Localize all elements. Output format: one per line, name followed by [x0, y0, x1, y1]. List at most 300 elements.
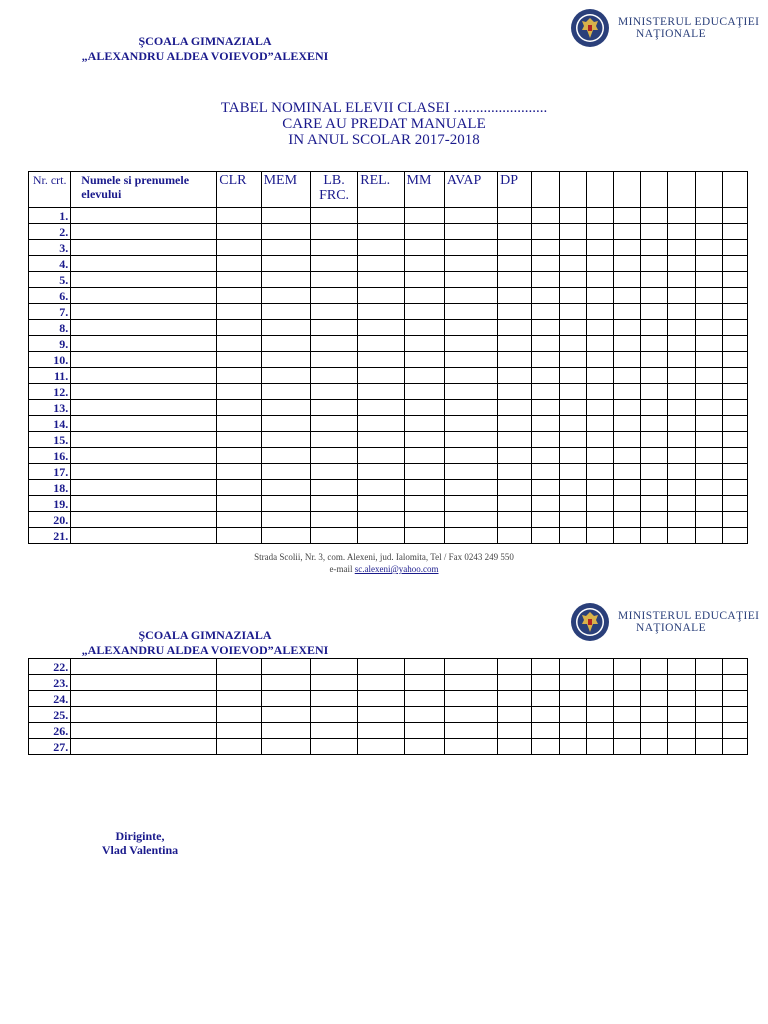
manual-check-cell[interactable]: [498, 496, 532, 512]
manual-check-cell[interactable]: [695, 336, 722, 352]
manual-check-cell[interactable]: [498, 400, 532, 416]
manual-check-cell[interactable]: [217, 416, 261, 432]
manual-check-cell[interactable]: [695, 480, 722, 496]
manual-check-cell[interactable]: [498, 512, 532, 528]
manual-check-cell[interactable]: [498, 352, 532, 368]
manual-check-cell[interactable]: [532, 448, 559, 464]
manual-check-cell[interactable]: [722, 448, 747, 464]
manual-check-cell[interactable]: [404, 659, 444, 675]
manual-check-cell[interactable]: [404, 240, 444, 256]
manual-check-cell[interactable]: [695, 723, 722, 739]
manual-check-cell[interactable]: [532, 739, 559, 755]
manual-check-cell[interactable]: [404, 224, 444, 240]
manual-check-cell[interactable]: [695, 464, 722, 480]
manual-check-cell[interactable]: [310, 464, 357, 480]
manual-check-cell[interactable]: [532, 691, 559, 707]
manual-check-cell[interactable]: [217, 707, 261, 723]
manual-check-cell[interactable]: [404, 272, 444, 288]
manual-check-cell[interactable]: [559, 224, 586, 240]
manual-check-cell[interactable]: [586, 400, 613, 416]
manual-check-cell[interactable]: [404, 288, 444, 304]
manual-check-cell[interactable]: [613, 675, 640, 691]
manual-check-cell[interactable]: [641, 739, 668, 755]
student-name-cell[interactable]: [71, 675, 217, 691]
manual-check-cell[interactable]: [310, 368, 357, 384]
manual-check-cell[interactable]: [559, 464, 586, 480]
manual-check-cell[interactable]: [498, 240, 532, 256]
manual-check-cell[interactable]: [586, 336, 613, 352]
manual-check-cell[interactable]: [668, 256, 695, 272]
manual-check-cell[interactable]: [613, 304, 640, 320]
manual-check-cell[interactable]: [404, 528, 444, 544]
manual-check-cell[interactable]: [217, 528, 261, 544]
manual-check-cell[interactable]: [358, 496, 404, 512]
manual-check-cell[interactable]: [217, 352, 261, 368]
manual-check-cell[interactable]: [668, 464, 695, 480]
manual-check-cell[interactable]: [532, 224, 559, 240]
manual-check-cell[interactable]: [559, 691, 586, 707]
manual-check-cell[interactable]: [695, 272, 722, 288]
manual-check-cell[interactable]: [722, 368, 747, 384]
manual-check-cell[interactable]: [532, 464, 559, 480]
manual-check-cell[interactable]: [559, 496, 586, 512]
manual-check-cell[interactable]: [695, 288, 722, 304]
manual-check-cell[interactable]: [310, 400, 357, 416]
manual-check-cell[interactable]: [532, 288, 559, 304]
manual-check-cell[interactable]: [641, 496, 668, 512]
manual-check-cell[interactable]: [586, 675, 613, 691]
manual-check-cell[interactable]: [586, 723, 613, 739]
manual-check-cell[interactable]: [261, 224, 310, 240]
manual-check-cell[interactable]: [404, 675, 444, 691]
manual-check-cell[interactable]: [586, 691, 613, 707]
manual-check-cell[interactable]: [532, 496, 559, 512]
manual-check-cell[interactable]: [559, 675, 586, 691]
manual-check-cell[interactable]: [498, 272, 532, 288]
manual-check-cell[interactable]: [532, 707, 559, 723]
manual-check-cell[interactable]: [641, 208, 668, 224]
manual-check-cell[interactable]: [404, 320, 444, 336]
manual-check-cell[interactable]: [613, 336, 640, 352]
manual-check-cell[interactable]: [586, 368, 613, 384]
manual-check-cell[interactable]: [532, 384, 559, 400]
manual-check-cell[interactable]: [404, 432, 444, 448]
manual-check-cell[interactable]: [668, 208, 695, 224]
manual-check-cell[interactable]: [444, 320, 497, 336]
manual-check-cell[interactable]: [532, 432, 559, 448]
manual-check-cell[interactable]: [722, 512, 747, 528]
manual-check-cell[interactable]: [613, 224, 640, 240]
manual-check-cell[interactable]: [217, 464, 261, 480]
manual-check-cell[interactable]: [641, 691, 668, 707]
manual-check-cell[interactable]: [668, 512, 695, 528]
manual-check-cell[interactable]: [404, 707, 444, 723]
manual-check-cell[interactable]: [722, 432, 747, 448]
manual-check-cell[interactable]: [444, 256, 497, 272]
manual-check-cell[interactable]: [498, 480, 532, 496]
manual-check-cell[interactable]: [498, 320, 532, 336]
manual-check-cell[interactable]: [444, 723, 497, 739]
manual-check-cell[interactable]: [358, 320, 404, 336]
manual-check-cell[interactable]: [261, 723, 310, 739]
manual-check-cell[interactable]: [217, 240, 261, 256]
manual-check-cell[interactable]: [498, 691, 532, 707]
manual-check-cell[interactable]: [261, 480, 310, 496]
manual-check-cell[interactable]: [559, 480, 586, 496]
manual-check-cell[interactable]: [586, 272, 613, 288]
manual-check-cell[interactable]: [586, 352, 613, 368]
manual-check-cell[interactable]: [532, 352, 559, 368]
manual-check-cell[interactable]: [217, 288, 261, 304]
manual-check-cell[interactable]: [586, 448, 613, 464]
manual-check-cell[interactable]: [613, 528, 640, 544]
student-name-cell[interactable]: [71, 448, 217, 464]
manual-check-cell[interactable]: [404, 496, 444, 512]
manual-check-cell[interactable]: [722, 288, 747, 304]
manual-check-cell[interactable]: [722, 528, 747, 544]
manual-check-cell[interactable]: [310, 739, 357, 755]
manual-check-cell[interactable]: [498, 256, 532, 272]
manual-check-cell[interactable]: [310, 496, 357, 512]
student-name-cell[interactable]: [71, 336, 217, 352]
manual-check-cell[interactable]: [613, 320, 640, 336]
manual-check-cell[interactable]: [586, 320, 613, 336]
manual-check-cell[interactable]: [613, 416, 640, 432]
manual-check-cell[interactable]: [695, 208, 722, 224]
manual-check-cell[interactable]: [641, 512, 668, 528]
student-name-cell[interactable]: [71, 464, 217, 480]
student-name-cell[interactable]: [71, 400, 217, 416]
student-name-cell[interactable]: [71, 208, 217, 224]
manual-check-cell[interactable]: [358, 240, 404, 256]
manual-check-cell[interactable]: [261, 496, 310, 512]
manual-check-cell[interactable]: [358, 400, 404, 416]
manual-check-cell[interactable]: [695, 240, 722, 256]
manual-check-cell[interactable]: [613, 368, 640, 384]
manual-check-cell[interactable]: [586, 464, 613, 480]
manual-check-cell[interactable]: [559, 288, 586, 304]
manual-check-cell[interactable]: [613, 707, 640, 723]
manual-check-cell[interactable]: [722, 496, 747, 512]
student-name-cell[interactable]: [71, 304, 217, 320]
manual-check-cell[interactable]: [559, 208, 586, 224]
manual-check-cell[interactable]: [613, 400, 640, 416]
manual-check-cell[interactable]: [668, 400, 695, 416]
manual-check-cell[interactable]: [261, 464, 310, 480]
manual-check-cell[interactable]: [358, 691, 404, 707]
manual-check-cell[interactable]: [586, 304, 613, 320]
manual-check-cell[interactable]: [404, 304, 444, 320]
manual-check-cell[interactable]: [722, 416, 747, 432]
manual-check-cell[interactable]: [532, 659, 559, 675]
manual-check-cell[interactable]: [261, 528, 310, 544]
manual-check-cell[interactable]: [217, 224, 261, 240]
manual-check-cell[interactable]: [358, 352, 404, 368]
manual-check-cell[interactable]: [217, 320, 261, 336]
manual-check-cell[interactable]: [404, 368, 444, 384]
manual-check-cell[interactable]: [586, 707, 613, 723]
manual-check-cell[interactable]: [358, 480, 404, 496]
manual-check-cell[interactable]: [444, 512, 497, 528]
manual-check-cell[interactable]: [498, 464, 532, 480]
manual-check-cell[interactable]: [532, 723, 559, 739]
manual-check-cell[interactable]: [444, 448, 497, 464]
manual-check-cell[interactable]: [261, 208, 310, 224]
manual-check-cell[interactable]: [695, 448, 722, 464]
manual-check-cell[interactable]: [217, 304, 261, 320]
manual-check-cell[interactable]: [404, 336, 444, 352]
manual-check-cell[interactable]: [532, 304, 559, 320]
student-name-cell[interactable]: [71, 496, 217, 512]
manual-check-cell[interactable]: [310, 288, 357, 304]
manual-check-cell[interactable]: [641, 304, 668, 320]
manual-check-cell[interactable]: [498, 416, 532, 432]
manual-check-cell[interactable]: [613, 480, 640, 496]
manual-check-cell[interactable]: [404, 464, 444, 480]
manual-check-cell[interactable]: [358, 432, 404, 448]
manual-check-cell[interactable]: [498, 675, 532, 691]
manual-check-cell[interactable]: [498, 304, 532, 320]
manual-check-cell[interactable]: [310, 272, 357, 288]
manual-check-cell[interactable]: [404, 723, 444, 739]
manual-check-cell[interactable]: [722, 256, 747, 272]
manual-check-cell[interactable]: [559, 659, 586, 675]
manual-check-cell[interactable]: [498, 208, 532, 224]
student-name-cell[interactable]: [71, 416, 217, 432]
manual-check-cell[interactable]: [668, 288, 695, 304]
manual-check-cell[interactable]: [404, 739, 444, 755]
manual-check-cell[interactable]: [722, 480, 747, 496]
manual-check-cell[interactable]: [217, 496, 261, 512]
manual-check-cell[interactable]: [668, 480, 695, 496]
manual-check-cell[interactable]: [498, 528, 532, 544]
manual-check-cell[interactable]: [668, 416, 695, 432]
manual-check-cell[interactable]: [641, 256, 668, 272]
manual-check-cell[interactable]: [261, 416, 310, 432]
manual-check-cell[interactable]: [695, 352, 722, 368]
manual-check-cell[interactable]: [217, 256, 261, 272]
student-name-cell[interactable]: [71, 352, 217, 368]
manual-check-cell[interactable]: [404, 512, 444, 528]
manual-check-cell[interactable]: [695, 496, 722, 512]
manual-check-cell[interactable]: [668, 691, 695, 707]
manual-check-cell[interactable]: [444, 496, 497, 512]
manual-check-cell[interactable]: [559, 320, 586, 336]
manual-check-cell[interactable]: [310, 256, 357, 272]
manual-check-cell[interactable]: [532, 320, 559, 336]
manual-check-cell[interactable]: [310, 512, 357, 528]
manual-check-cell[interactable]: [586, 496, 613, 512]
student-name-cell[interactable]: [71, 272, 217, 288]
manual-check-cell[interactable]: [695, 691, 722, 707]
manual-check-cell[interactable]: [586, 480, 613, 496]
manual-check-cell[interactable]: [444, 739, 497, 755]
manual-check-cell[interactable]: [668, 739, 695, 755]
manual-check-cell[interactable]: [559, 240, 586, 256]
student-name-cell[interactable]: [71, 256, 217, 272]
manual-check-cell[interactable]: [310, 723, 357, 739]
manual-check-cell[interactable]: [559, 400, 586, 416]
manual-check-cell[interactable]: [559, 256, 586, 272]
manual-check-cell[interactable]: [532, 480, 559, 496]
manual-check-cell[interactable]: [261, 432, 310, 448]
manual-check-cell[interactable]: [217, 723, 261, 739]
manual-check-cell[interactable]: [498, 384, 532, 400]
student-name-cell[interactable]: [71, 368, 217, 384]
manual-check-cell[interactable]: [498, 659, 532, 675]
manual-check-cell[interactable]: [217, 675, 261, 691]
manual-check-cell[interactable]: [613, 208, 640, 224]
manual-check-cell[interactable]: [668, 432, 695, 448]
manual-check-cell[interactable]: [613, 256, 640, 272]
manual-check-cell[interactable]: [444, 707, 497, 723]
manual-check-cell[interactable]: [310, 240, 357, 256]
manual-check-cell[interactable]: [722, 691, 747, 707]
manual-check-cell[interactable]: [722, 723, 747, 739]
manual-check-cell[interactable]: [261, 320, 310, 336]
manual-check-cell[interactable]: [498, 448, 532, 464]
manual-check-cell[interactable]: [498, 368, 532, 384]
manual-check-cell[interactable]: [613, 352, 640, 368]
manual-check-cell[interactable]: [444, 691, 497, 707]
manual-check-cell[interactable]: [641, 224, 668, 240]
manual-check-cell[interactable]: [695, 400, 722, 416]
manual-check-cell[interactable]: [722, 304, 747, 320]
manual-check-cell[interactable]: [695, 432, 722, 448]
manual-check-cell[interactable]: [559, 384, 586, 400]
student-name-cell[interactable]: [71, 224, 217, 240]
manual-check-cell[interactable]: [532, 512, 559, 528]
manual-check-cell[interactable]: [586, 528, 613, 544]
manual-check-cell[interactable]: [261, 400, 310, 416]
manual-check-cell[interactable]: [358, 272, 404, 288]
manual-check-cell[interactable]: [261, 739, 310, 755]
manual-check-cell[interactable]: [498, 288, 532, 304]
manual-check-cell[interactable]: [641, 400, 668, 416]
manual-check-cell[interactable]: [261, 240, 310, 256]
manual-check-cell[interactable]: [695, 675, 722, 691]
manual-check-cell[interactable]: [641, 464, 668, 480]
manual-check-cell[interactable]: [444, 272, 497, 288]
manual-check-cell[interactable]: [217, 739, 261, 755]
manual-check-cell[interactable]: [310, 707, 357, 723]
manual-check-cell[interactable]: [722, 707, 747, 723]
manual-check-cell[interactable]: [613, 691, 640, 707]
manual-check-cell[interactable]: [261, 707, 310, 723]
manual-check-cell[interactable]: [586, 224, 613, 240]
manual-check-cell[interactable]: [695, 368, 722, 384]
manual-check-cell[interactable]: [586, 512, 613, 528]
manual-check-cell[interactable]: [404, 400, 444, 416]
manual-check-cell[interactable]: [358, 416, 404, 432]
manual-check-cell[interactable]: [217, 448, 261, 464]
manual-check-cell[interactable]: [532, 416, 559, 432]
manual-check-cell[interactable]: [217, 336, 261, 352]
manual-check-cell[interactable]: [444, 416, 497, 432]
manual-check-cell[interactable]: [668, 320, 695, 336]
manual-check-cell[interactable]: [358, 256, 404, 272]
manual-check-cell[interactable]: [695, 659, 722, 675]
manual-check-cell[interactable]: [668, 496, 695, 512]
manual-check-cell[interactable]: [668, 528, 695, 544]
school-email-link[interactable]: sc.alexeni@yahoo.com: [354, 564, 439, 574]
manual-check-cell[interactable]: [613, 512, 640, 528]
manual-check-cell[interactable]: [722, 739, 747, 755]
manual-check-cell[interactable]: [404, 208, 444, 224]
manual-check-cell[interactable]: [261, 288, 310, 304]
manual-check-cell[interactable]: [261, 512, 310, 528]
manual-check-cell[interactable]: [668, 448, 695, 464]
manual-check-cell[interactable]: [668, 384, 695, 400]
manual-check-cell[interactable]: [586, 240, 613, 256]
manual-check-cell[interactable]: [358, 723, 404, 739]
manual-check-cell[interactable]: [559, 272, 586, 288]
manual-check-cell[interactable]: [695, 256, 722, 272]
manual-check-cell[interactable]: [586, 288, 613, 304]
manual-check-cell[interactable]: [668, 352, 695, 368]
manual-check-cell[interactable]: [217, 400, 261, 416]
manual-check-cell[interactable]: [261, 659, 310, 675]
manual-check-cell[interactable]: [695, 739, 722, 755]
manual-check-cell[interactable]: [358, 707, 404, 723]
manual-check-cell[interactable]: [444, 464, 497, 480]
manual-check-cell[interactable]: [586, 416, 613, 432]
manual-check-cell[interactable]: [695, 416, 722, 432]
manual-check-cell[interactable]: [532, 368, 559, 384]
manual-check-cell[interactable]: [404, 691, 444, 707]
student-name-cell[interactable]: [71, 512, 217, 528]
manual-check-cell[interactable]: [444, 208, 497, 224]
manual-check-cell[interactable]: [641, 240, 668, 256]
manual-check-cell[interactable]: [559, 368, 586, 384]
manual-check-cell[interactable]: [722, 384, 747, 400]
manual-check-cell[interactable]: [641, 432, 668, 448]
manual-check-cell[interactable]: [559, 352, 586, 368]
manual-check-cell[interactable]: [444, 384, 497, 400]
manual-check-cell[interactable]: [641, 320, 668, 336]
manual-check-cell[interactable]: [358, 464, 404, 480]
manual-check-cell[interactable]: [498, 224, 532, 240]
manual-check-cell[interactable]: [641, 723, 668, 739]
manual-check-cell[interactable]: [444, 224, 497, 240]
manual-check-cell[interactable]: [668, 336, 695, 352]
manual-check-cell[interactable]: [498, 723, 532, 739]
manual-check-cell[interactable]: [559, 416, 586, 432]
manual-check-cell[interactable]: [261, 691, 310, 707]
manual-check-cell[interactable]: [261, 352, 310, 368]
manual-check-cell[interactable]: [532, 528, 559, 544]
manual-check-cell[interactable]: [641, 675, 668, 691]
student-name-cell[interactable]: [71, 707, 217, 723]
manual-check-cell[interactable]: [641, 480, 668, 496]
manual-check-cell[interactable]: [358, 224, 404, 240]
student-name-cell[interactable]: [71, 240, 217, 256]
manual-check-cell[interactable]: [261, 336, 310, 352]
manual-check-cell[interactable]: [722, 320, 747, 336]
manual-check-cell[interactable]: [722, 336, 747, 352]
manual-check-cell[interactable]: [613, 739, 640, 755]
manual-check-cell[interactable]: [559, 448, 586, 464]
manual-check-cell[interactable]: [695, 384, 722, 400]
manual-check-cell[interactable]: [641, 659, 668, 675]
manual-check-cell[interactable]: [444, 240, 497, 256]
manual-check-cell[interactable]: [404, 352, 444, 368]
manual-check-cell[interactable]: [586, 256, 613, 272]
manual-check-cell[interactable]: [613, 496, 640, 512]
manual-check-cell[interactable]: [641, 368, 668, 384]
manual-check-cell[interactable]: [695, 512, 722, 528]
manual-check-cell[interactable]: [261, 384, 310, 400]
